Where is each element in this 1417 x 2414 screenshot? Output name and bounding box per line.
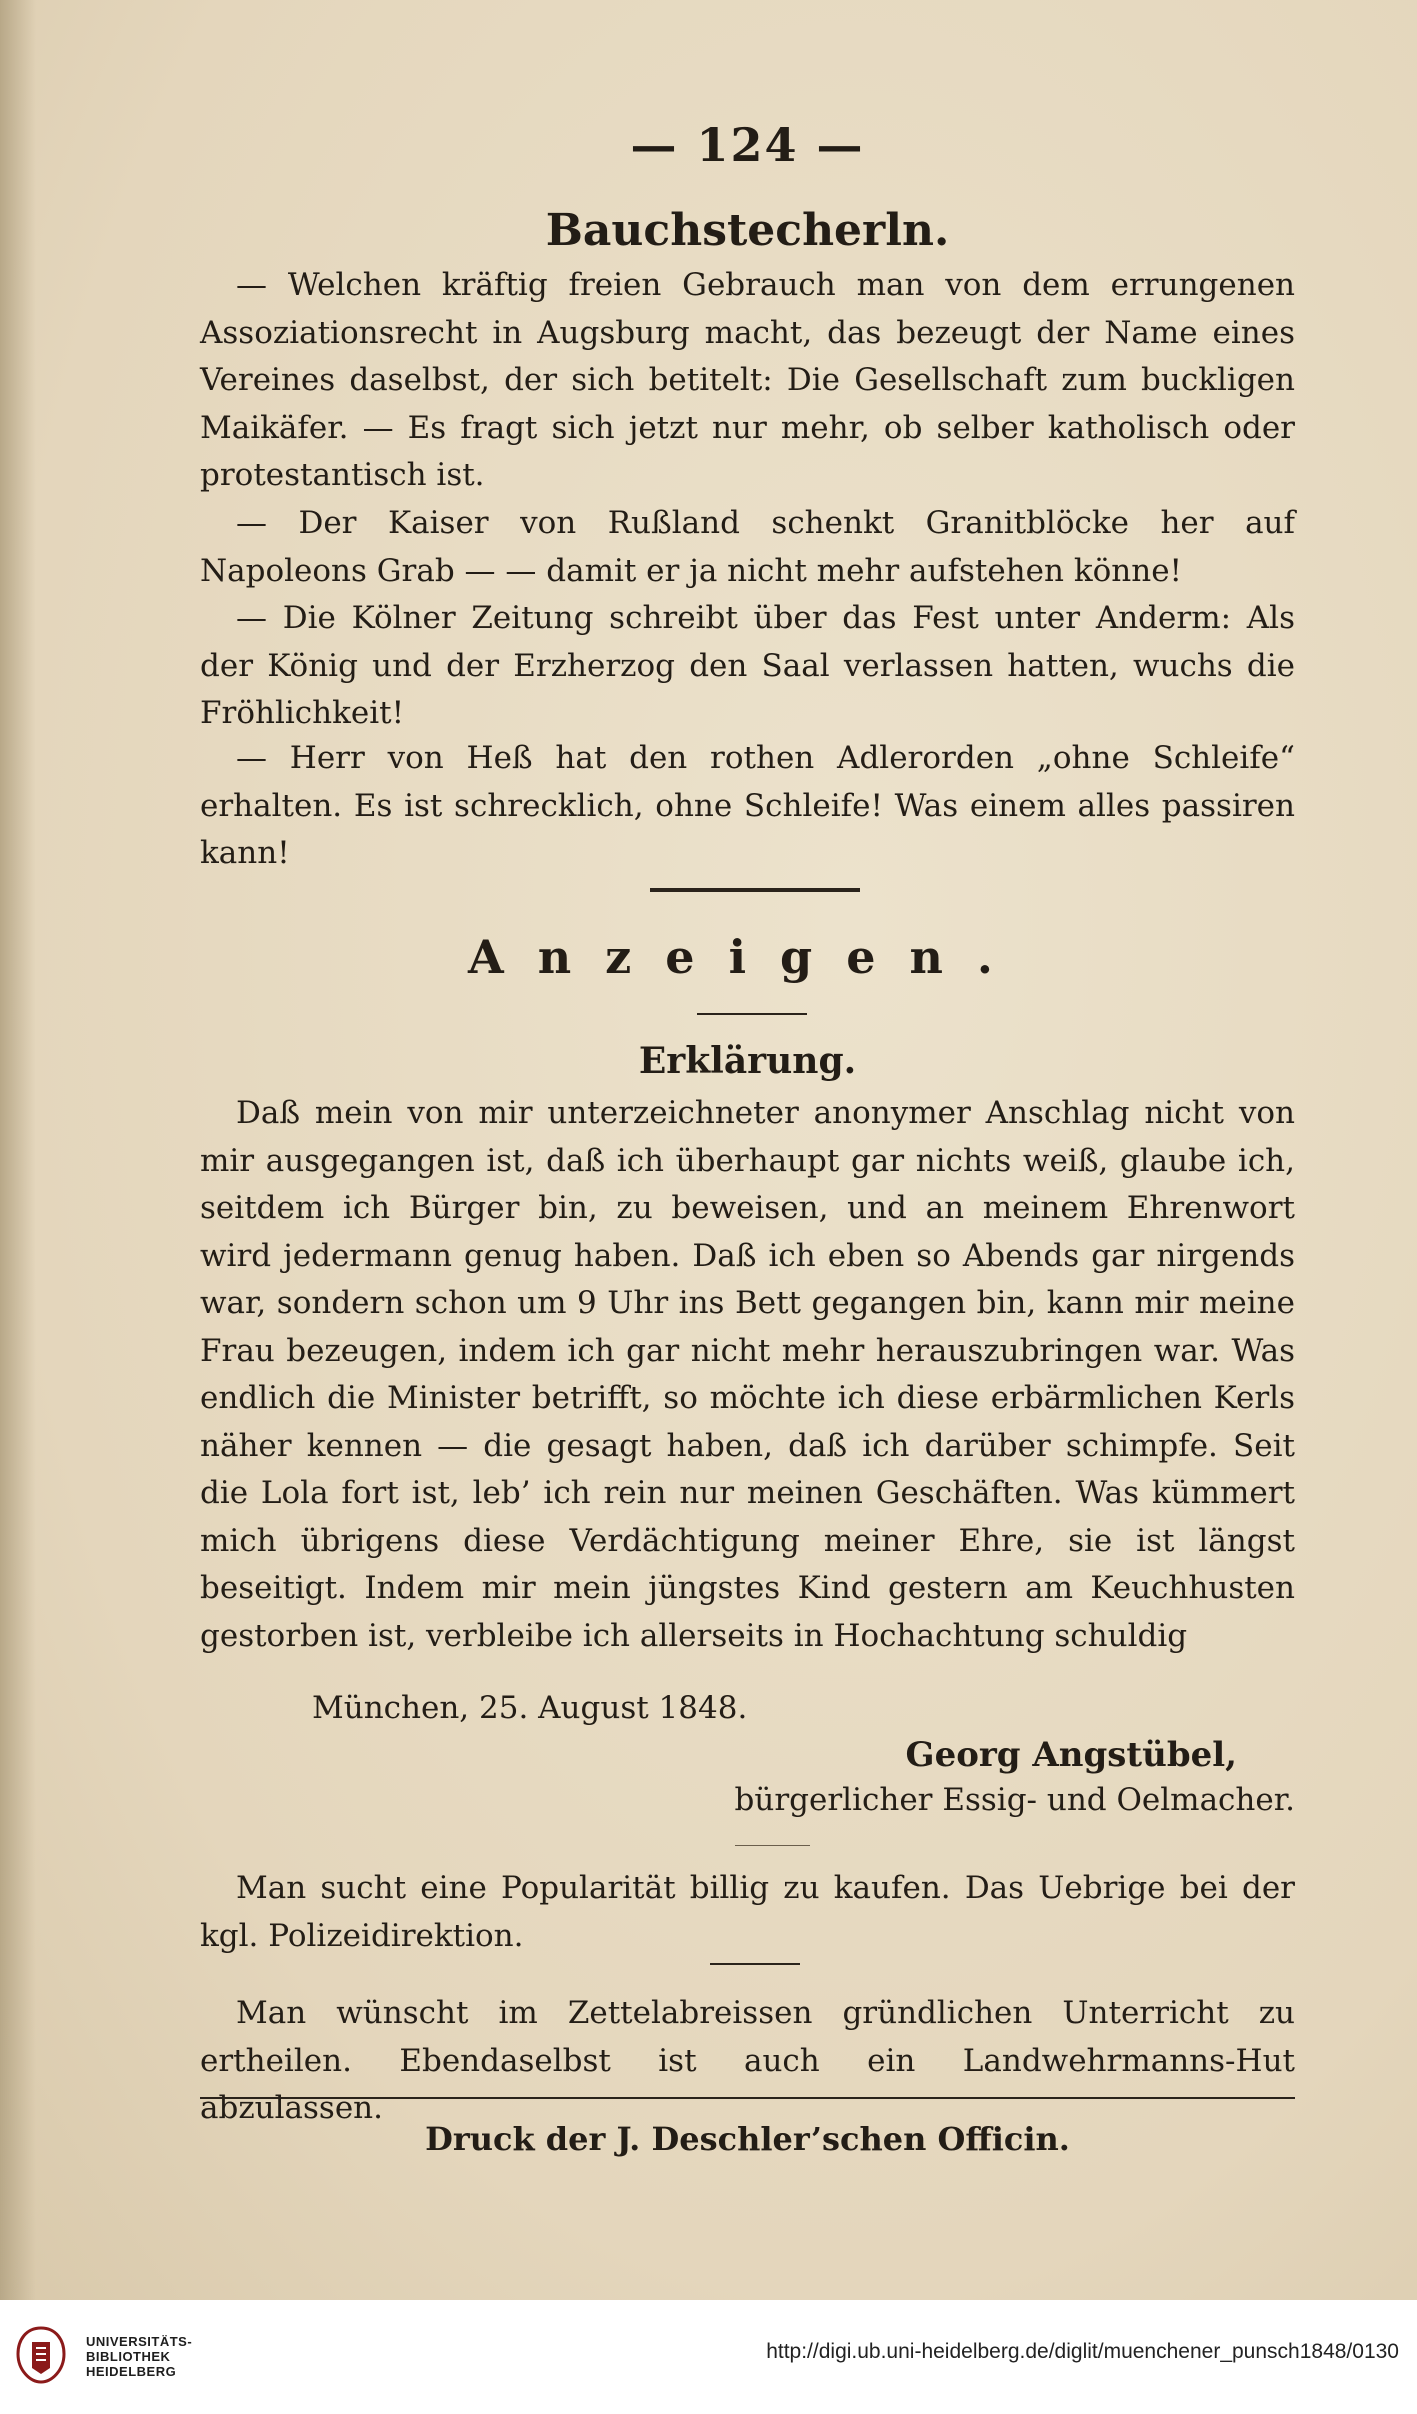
signature-name: Georg Angstübel, [905,1735,1237,1775]
bottom-rule [200,2097,1295,2099]
section-title-anzeigen: Anzeigen. [468,930,1027,984]
subtitle-erklaerung: Erklärung. [638,1040,857,1082]
dateline: München, 25. August 1848. [312,1690,748,1726]
ad-popularity: Man sucht eine Popularität billig zu kaufen. Das Uebrige bei der kgl. Polizeidirektion. [200,1870,1295,1954]
library-seal-icon [12,2324,70,2386]
section-title-bauchstecherln: Bauchstecherln. [545,205,950,256]
ad-divider [710,1963,800,1965]
printer-imprint: Druck der J. Deschler’schen Officin. [425,2120,1070,2158]
paragraph-3: — Die Kölner Zeitung schreibt über das Fest unter Anderm: Als der König und der Erzherzog den Saal verlassen hatten, wuchs die Fröhlichkeit! [200,600,1295,731]
source-url-link[interactable]: http://digi.ub.uni-heidelberg.de/diglit/muenchener_punsch1848/0130 [766,2340,1399,2363]
ad-divider [735,1845,810,1846]
title-underline [697,1013,807,1015]
page-number: — 124 — [630,118,865,172]
binding-shadow [0,0,36,2300]
paragraph-4: — Herr von Heß hat den rothen Adlerorden „ohne Schleife“ erhalten. Es ist schrecklich, ohne Schleife! Was einem alles passiren kann! [200,740,1295,871]
section-divider [650,888,860,892]
declaration-body: Daß mein von mir unterzeichneter anonymer Anschlag nicht von mir ausgegangen ist, daß ich überhaupt gar nichts weiß, glaube ich, seitdem ich Bürger bin, zu beweisen, und an meinem Ehrenwort wird jedermann genug haben. Daß ich eben so Abends gar nirgends war, sondern schon um 9 Uhr ins Bett gegangen bin, kann mir meine Frau bezeugen, indem ich gar nicht mehr herauszubringen war. Was endlich die Minister betrifft, so möchte ich diese erbärmlichen Kerls näher kennen — die gesagt haben, daß ich darüber schimpfe. Seit die Lola fort ist, leb’ ich rein nur meinen Geschäften. Was kümmert mich übrigens diese Verdächtigung meiner Ehre, sie ist längst beseitigt. Indem mir mein jüngstes Kind gestern am Keuchhusten gestorben ist, verbleibe ich allerseits in Hochachtung schuldig [200,1095,1295,1654]
library-footer [0,2300,1417,2414]
paragraph-1: — Welchen kräftig freien Gebrauch man von dem errungenen Assoziationsrecht in Augsburg macht, das bezeugt der Name eines Vereines daselbst, der sich betitelt: Die Gesellschaft zum buckligen Maikäfer. — Es fragt sich jetzt nur mehr, ob selber katholisch oder protestantisch ist. [200,267,1295,493]
paragraph-2: — Der Kaiser von Rußland schenkt Granitblöcke her auf Napoleons Grab — — damit er ja nicht mehr aufstehen könne! [200,505,1295,589]
signature-title: bürgerlicher Essig- und Oelmacher. [734,1782,1295,1818]
library-name: UNIVERSITÄTS- BIBLIOTHEK HEIDELBERG [86,2334,193,2379]
ad-zettelabreissen: Man wünscht im Zettelabreissen gründlichen Unterricht zu ertheilen. Ebendaselbst ist auch ein Landwehrmanns-Hut abzulassen. [200,1995,1295,2126]
